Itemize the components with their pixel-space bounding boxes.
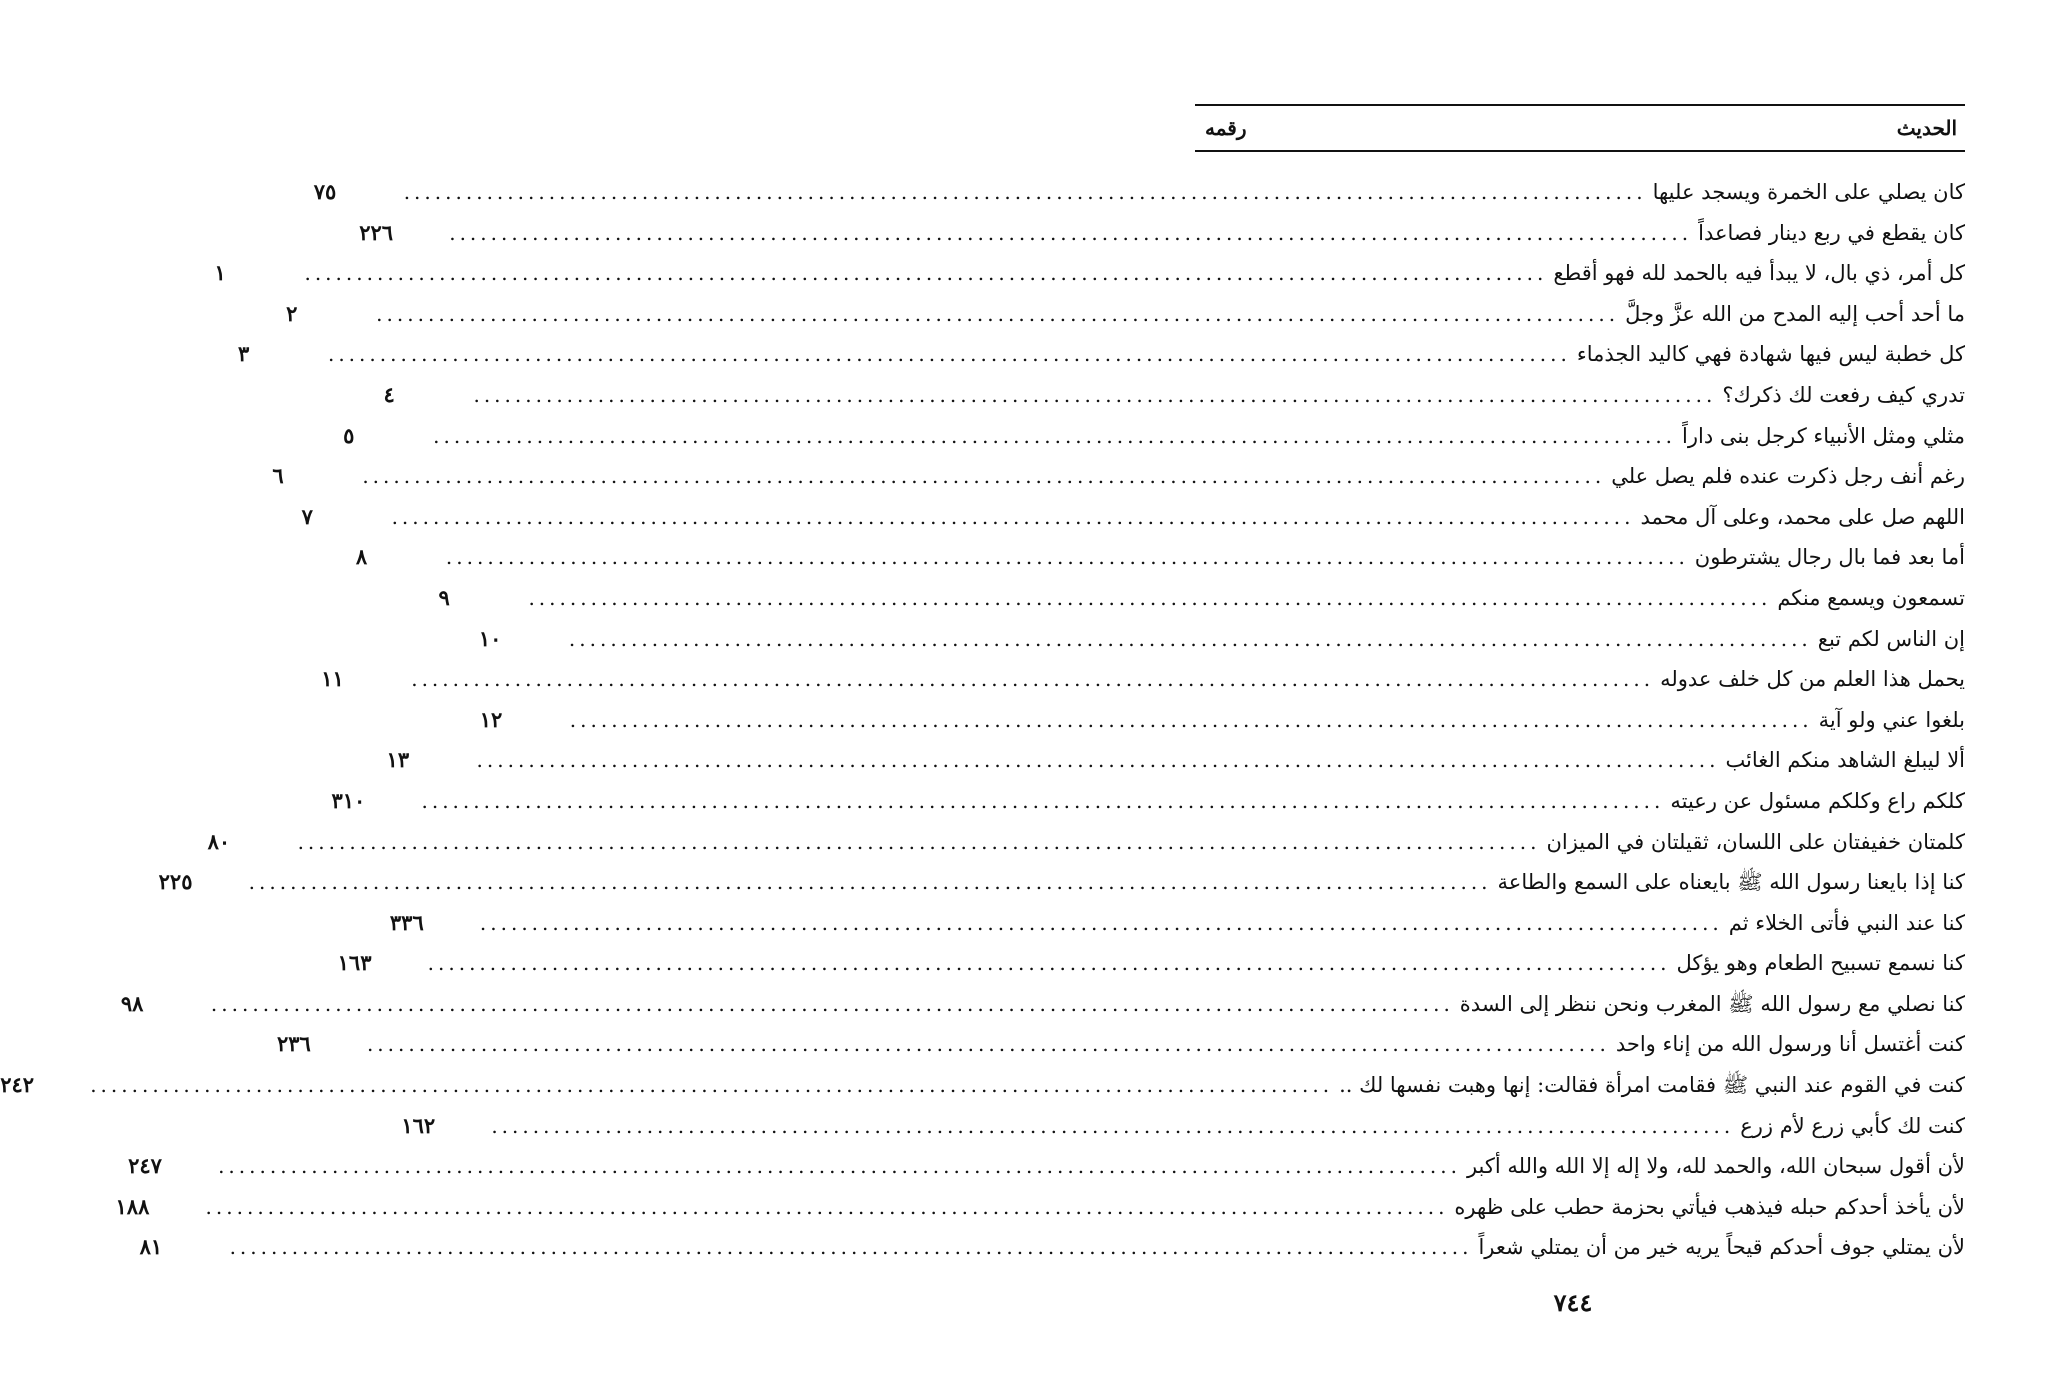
- hadith-text: تسمعون ويسمع منكم: [1777, 585, 1965, 610]
- hadith-text: لأن أقول سبحان الله، والحمد لله، ولا إله إلا الله والله أكبر: [1466, 1154, 1965, 1179]
- hadith-text: كلكم راع وكلكم مسئول عن رعيته: [1670, 788, 1965, 813]
- index-row: [359, 213, 1965, 254]
- hadith-text: يحمل هذا العلم من كل خلف عدوله: [1660, 667, 1965, 692]
- index-row: [139, 1227, 1965, 1268]
- hadith-text: كنا نسمع تسبيح الطعام وهو يؤكل: [1676, 951, 1965, 976]
- dot-leader: ........................................................................................................................: [411, 667, 1655, 692]
- hadith-number: ٢٣٦: [276, 1031, 311, 1057]
- index-row: [272, 456, 1965, 497]
- index-row: [321, 659, 1965, 700]
- dot-leader: ........................................................................................................................: [248, 870, 1492, 895]
- index-row: [343, 416, 1965, 457]
- index-row: [478, 619, 1965, 660]
- index-row: [158, 862, 1965, 903]
- index-row: [286, 294, 1965, 335]
- dot-leader: ........................................................................................................................: [403, 180, 1647, 204]
- page-number: ٧٤٤: [1553, 1288, 1593, 1317]
- hadith-text: ما أحد أحب إليه المدح من الله عزَّ وجلَّ: [1625, 301, 1965, 326]
- index-row: [355, 537, 1965, 578]
- hadith-text: كل أمر، ذي بال، لا يبدأ فيه بالحمد لله فهو أقطع: [1553, 261, 1965, 286]
- hadith-text: كنا عند النبي فأتى الخلاء ثم: [1728, 910, 1965, 935]
- hadith-text: كان يقطع في ربع دينار فصاعداً: [1698, 220, 1965, 245]
- index-row: [0, 1065, 1965, 1106]
- hadith-number: ١: [214, 260, 226, 286]
- hadith-number: ٨٠: [207, 828, 231, 854]
- dot-leader: ........................................................................................................................: [479, 910, 1723, 935]
- hadith-number: ١١: [321, 666, 344, 692]
- hadith-text: إن الناس لكم تبع: [1817, 626, 1965, 651]
- dot-leader: ........................................................................................................................: [229, 1235, 1473, 1260]
- hadith-number: ٥: [343, 422, 355, 448]
- hadith-text: اللهم صل على محمد، وعلى آل محمد: [1640, 504, 1965, 529]
- hadith-number: ١٦٢: [401, 1112, 436, 1138]
- index-row: [337, 943, 1965, 984]
- hadith-number: ٢: [286, 300, 298, 326]
- hadith-text: كنا نصلي مع رسول الله ﷺ المغرب ونحن ننظر إلى السدة: [1459, 991, 1965, 1016]
- hadith-text: لأن يمتلي جوف أحدكم قيحاً يريه خير من أن يمتلي شعراً: [1478, 1235, 1965, 1260]
- hadith-column-heading: الحديث: [1896, 116, 1957, 140]
- hadith-number: ١٢: [479, 706, 503, 732]
- hadith-text: كنت أغتسل أنا ورسول الله من إناء واحد: [1615, 1032, 1965, 1057]
- dot-leader: ........................................................................................................................: [297, 829, 1541, 854]
- dot-leader: ........................................................................................................................: [205, 1194, 1449, 1219]
- index-row: [401, 1106, 1965, 1147]
- dot-leader: ........................................................................................................................: [376, 301, 1620, 326]
- dot-leader: ........................................................................................................................: [421, 788, 1665, 813]
- hadith-number: ٢٢٥: [158, 869, 193, 895]
- index-row: [389, 903, 1965, 944]
- dot-leader: ........................................................................................................................: [427, 951, 1671, 976]
- index-row: [115, 1187, 1965, 1228]
- index-header: [1195, 104, 1965, 152]
- hadith-text: لأن يأخذ أحدكم حبله فيذهب فيأتي بحزمة حطب على ظهره: [1454, 1194, 1965, 1219]
- dot-leader: ........................................................................................................................: [473, 382, 1717, 407]
- hadith-number: ٤: [383, 381, 395, 407]
- hadith-number: ٨: [355, 544, 368, 570]
- dot-leader: ........................................................................................................................: [218, 1154, 1461, 1179]
- index-row: [207, 822, 1965, 863]
- index-row: [120, 984, 1965, 1025]
- hadith-number: ٩: [438, 584, 450, 610]
- hadith-text: مثلي ومثل الأنبياء كرجل بنى داراً: [1682, 423, 1965, 448]
- dot-leader: ........................................................................................................................: [445, 545, 1689, 570]
- hadith-number: ٢٢٦: [359, 219, 394, 245]
- hadith-number: ١٠: [478, 625, 502, 651]
- dot-leader: ........................................................................................................................: [362, 464, 1606, 489]
- dot-leader: ........................................................................................................................: [90, 1073, 1334, 1098]
- hadith-number: ٣٣٦: [389, 909, 424, 935]
- index-row: [386, 740, 1965, 781]
- number-column-heading: رقمه: [1205, 116, 1247, 140]
- index-row: [479, 700, 1965, 741]
- index-row: [313, 172, 1965, 213]
- hadith-text: كل خطبة ليس فيها شهادة فهي كاليد الجذماء: [1576, 342, 1965, 367]
- hadith-text: كنت لك كأبي زرع لأم زرع: [1740, 1113, 1965, 1138]
- dot-leader: ........................................................................................................................: [569, 707, 1813, 732]
- hadith-number: ٢٤٢: [0, 1072, 35, 1098]
- hadith-text: ألا ليبلغ الشاهد منكم الغائب: [1725, 748, 1965, 773]
- dot-leader: ........................................................................................................................: [304, 261, 1548, 286]
- hadith-text: أما بعد فما بال رجال يشترطون: [1694, 545, 1965, 570]
- index-row: [301, 497, 1965, 538]
- hadith-number: ١٦٣: [337, 950, 372, 976]
- hadith-text: كان يصلي على الخمرة ويسجد عليها: [1652, 180, 1965, 204]
- dot-leader: ........................................................................................................................: [568, 626, 1812, 651]
- index-row: [237, 334, 1965, 375]
- hadith-text: بلغوا عني ولو آية: [1818, 707, 1965, 732]
- hadith-number: ٢٤٧: [128, 1153, 162, 1179]
- index-row: [438, 578, 1965, 619]
- dot-leader: ........................................................................................................................: [491, 1113, 1735, 1138]
- hadith-index-list: [0, 172, 1965, 1268]
- dot-leader: ........................................................................................................................: [366, 1032, 1610, 1057]
- hadith-text: تدري كيف رفعت لك ذكرك؟: [1722, 382, 1965, 407]
- hadith-text: كنا إذا بايعنا رسول الله ﷺ بايعناه على السمع والطاعة: [1497, 870, 1965, 895]
- index-row: [276, 1024, 1965, 1065]
- hadith-number: ٣١٠: [331, 787, 366, 813]
- dot-leader: ........................................................................................................................: [210, 991, 1454, 1016]
- hadith-number: ١٣: [386, 747, 410, 773]
- dot-leader: ........................................................................................................................: [449, 220, 1693, 245]
- hadith-text: كنت في القوم عند النبي ﷺ فقامت امرأة فقالت: إنها وهبت نفسها لك ..: [1339, 1073, 1965, 1098]
- dot-leader: ........................................................................................................................: [433, 423, 1677, 448]
- hadith-number: ٣: [237, 341, 250, 367]
- index-row: [383, 375, 1965, 416]
- dot-leader: ........................................................................................................................: [391, 504, 1635, 529]
- hadith-text: رغم أنف رجل ذكرت عنده فلم يصل علي: [1611, 464, 1965, 489]
- hadith-number: ٦: [272, 463, 284, 489]
- dot-leader: ........................................................................................................................: [476, 748, 1720, 773]
- dot-leader: ........................................................................................................................: [528, 585, 1772, 610]
- index-row: [214, 253, 1965, 294]
- hadith-number: ٧٥: [313, 179, 337, 204]
- hadith-number: ٩٨: [120, 990, 144, 1016]
- hadith-number: ٧: [301, 503, 313, 529]
- index-row: [128, 1146, 1965, 1187]
- hadith-number: ١٨٨: [115, 1193, 150, 1219]
- hadith-number: ٨١: [139, 1234, 163, 1260]
- hadith-text: كلمتان خفيفتان على اللسان، ثقيلتان في الميزان: [1546, 829, 1965, 854]
- dot-leader: ........................................................................................................................: [327, 342, 1571, 367]
- index-row: [331, 781, 1965, 822]
